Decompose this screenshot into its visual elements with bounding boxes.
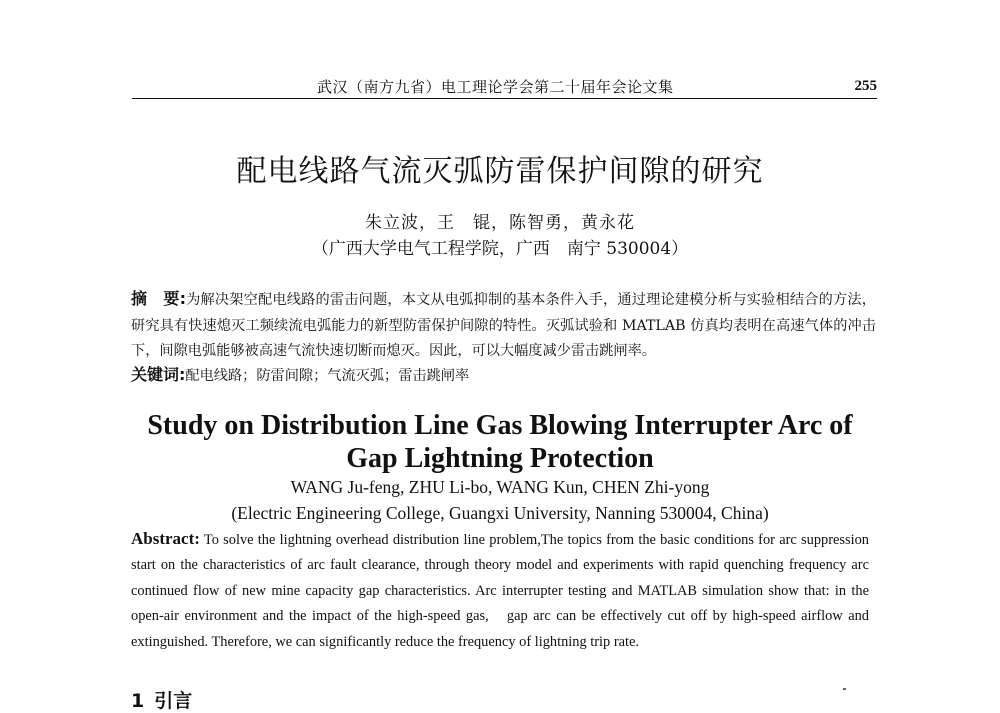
abstract-chinese-label: 摘 要 [131,289,180,308]
abstract-chinese-colon: : [179,289,186,308]
affiliation-english: (Electric Engineering College, Guangxi University, Nanning 530004, China) [231,503,769,523]
paper-title-chinese: 配电线路气流灭弧防雷保护间隙的研究 [236,154,764,189]
section-number: 1 [131,690,145,712]
scan-speck [843,688,846,690]
section-heading-introduction [131,686,202,713]
proceedings-title: 武汉（南方九省）电工理论学会第二十届年会论文集 [317,78,674,96]
paper-title-english [0,409,1000,475]
keywords-chinese-label: 关键词 [131,365,180,384]
running-header [132,76,877,99]
keywords-chinese-text: 配电线路；防雷间隙；气流灭弧；雷击跳闸率 [185,368,470,384]
paper-title-english-line2: Gap Lightning Protection [346,443,654,474]
keywords-chinese [131,362,876,385]
abstract-english-text: To solve the lightning overhead distribution line problem,The topics from the basic conditions for arc suppression start on the characteristics of arc fault clearance, through theory model and experiments with rapid quenching frequency arc continued flow of new mine capacity gap characteristics. Arc interrupter testing and MATLAB simulation show that: in the open-air environment and the impact of the high-speed gas, gap arc can be effectively cut off by high-speed airflow and extinguished. Therefore, we can significantly reduce the frequency of lightning trip rate. [131,532,869,650]
abstract-english-label: Abstract: [131,529,200,548]
abstract-chinese [131,286,876,365]
affiliation-chinese: （广西大学电气工程学院，广西 南宁 530004） [311,239,689,259]
abstract-english [131,526,869,655]
page-number: 255 [854,78,877,94]
authors-chinese: 朱立波，王 锟，陈智勇，黄永花 [365,213,635,233]
abstract-chinese-text: 为解决架空配电线路的雷击问题，本文从电弧抑制的基本条件入手，通过理论建模分析与实验相结合的方法，研究具有快速熄灭工频续流电弧能力的新型防雷保护间隙的特性。灭弧试验和 MATLAB 仿真均表明在高速气体的冲击下，间隙电弧能够被高速气流快速切断而熄灭。因此，可以大幅度减少雷击跳闸率。 [131,292,876,359]
section-title: 引言 [154,690,193,712]
authors-english: WANG Ju-feng, ZHU Li-bo, WANG Kun, CHEN Zhi-yong [290,477,710,497]
paper-title-english-line1: Study on Distribution Line Gas Blowing Interrupter Arc of [147,410,853,441]
keywords-chinese-colon: : [179,365,186,384]
